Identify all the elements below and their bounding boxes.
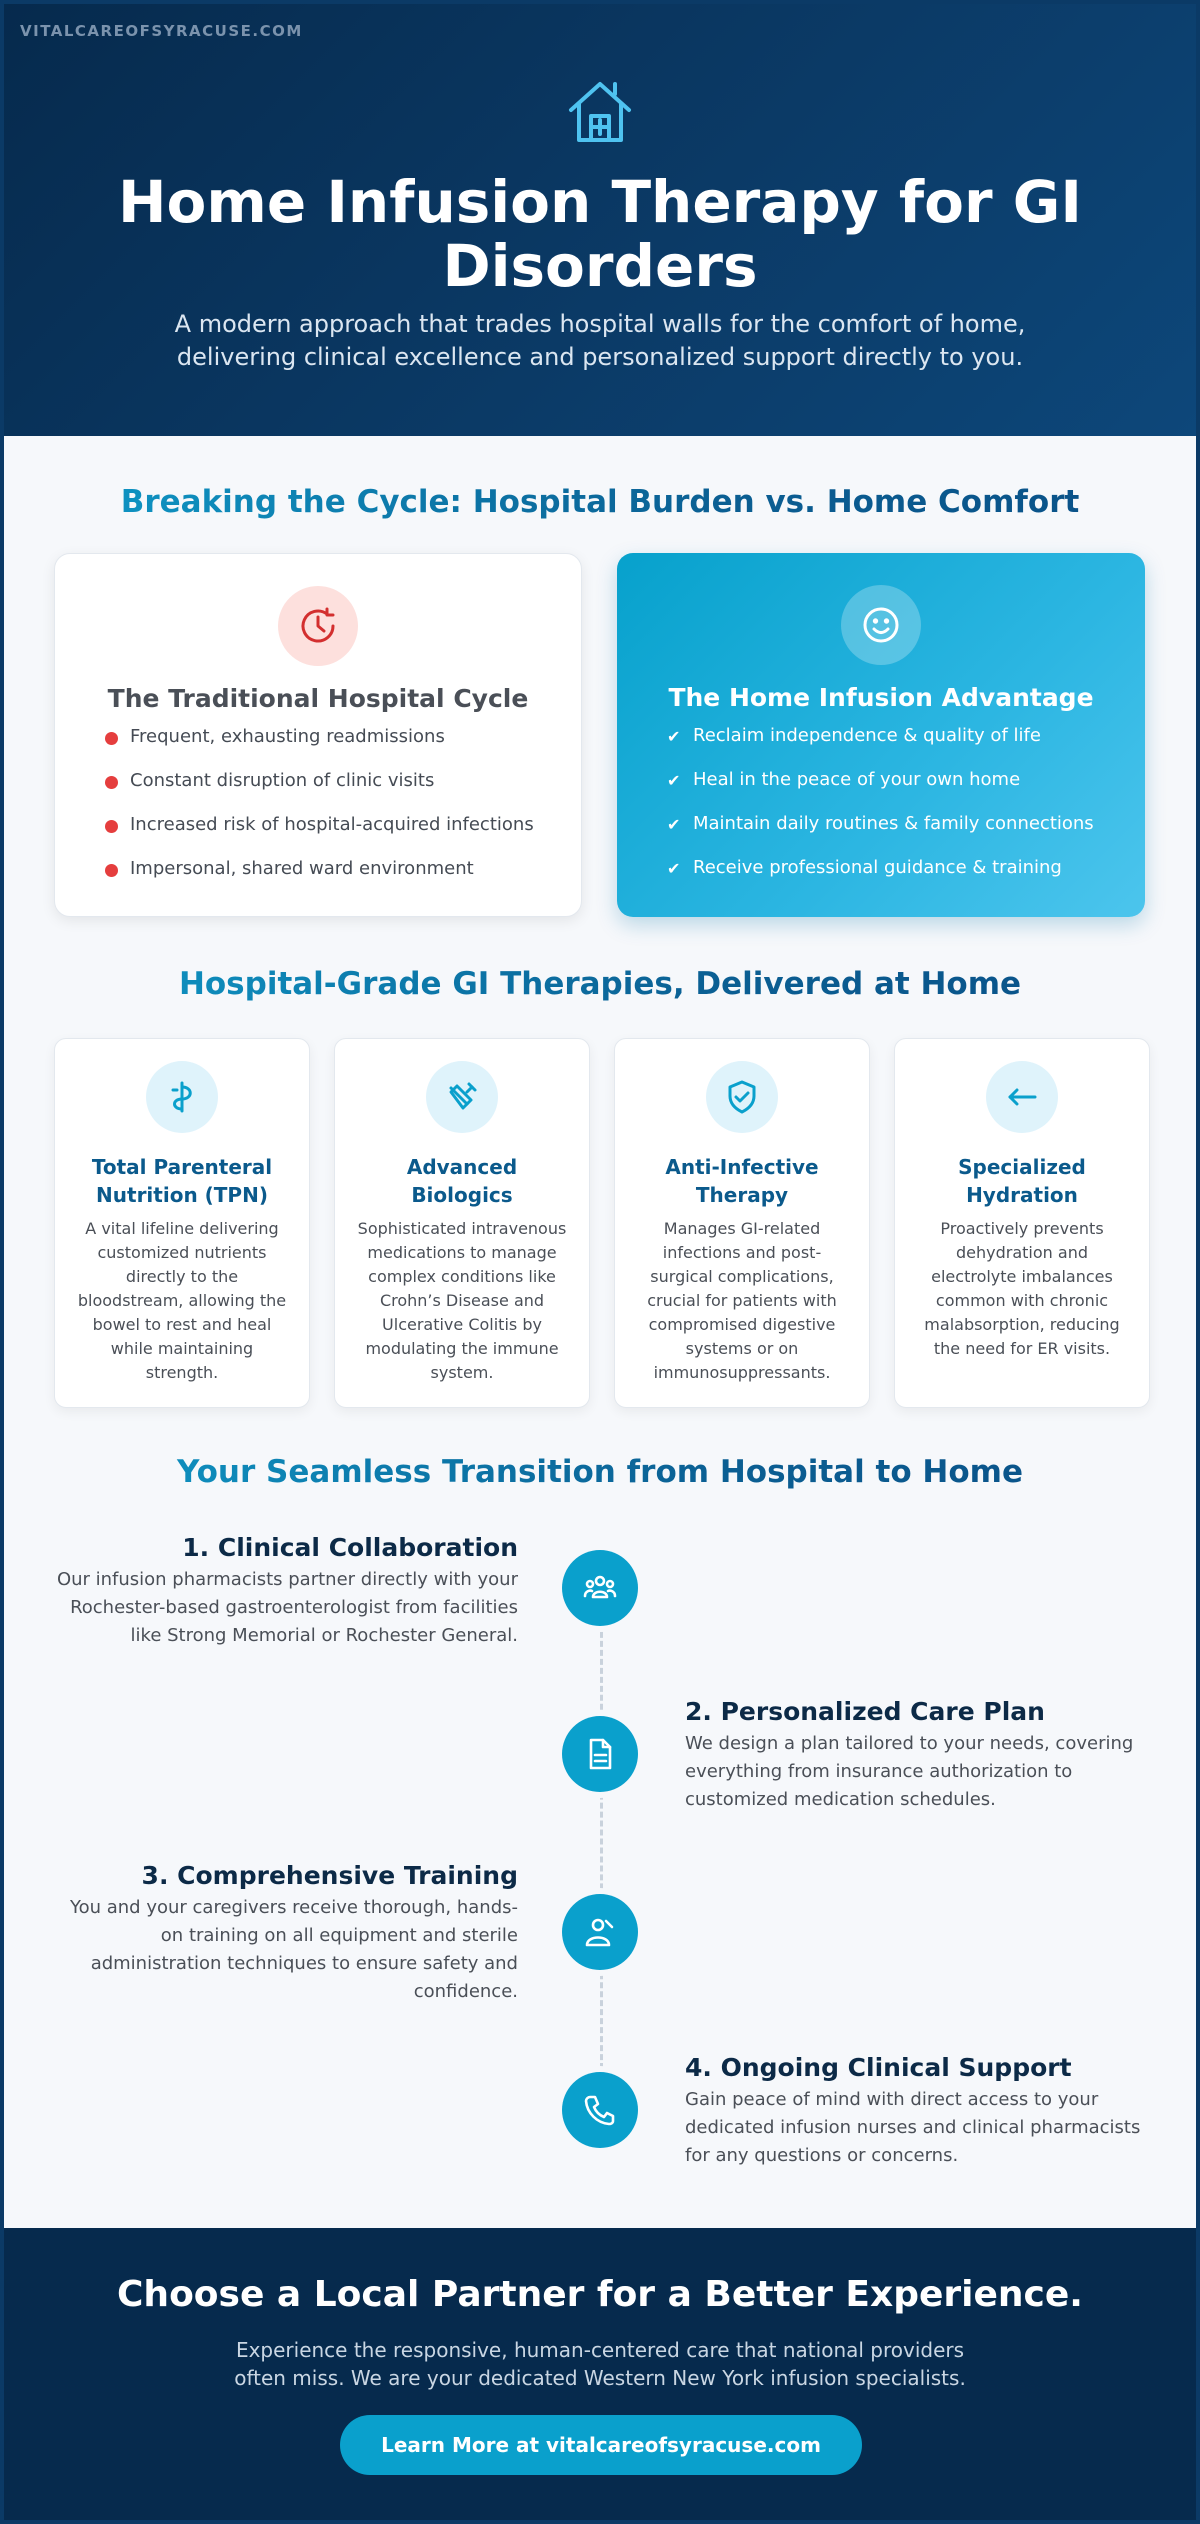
step-description: You and your caregivers receive thorough, hands-on training on all equipment and sterile administration techniques to ensure safety and confidence. <box>69 1897 518 2002</box>
list-item: ✔ Reclaim independence & quality of life <box>667 725 1041 746</box>
shield-icon <box>706 1061 778 1133</box>
home-advantage-card <box>617 553 1145 917</box>
learn-more-button[interactable]: Learn More at vitalcareofsyracuse.com <box>340 2415 862 2475</box>
step-description: Our infusion pharmacists partner directly with your Rochester-based gastroenterologist from facilities like Strong Memorial or Rochester General. <box>56 1569 518 1646</box>
timeline-connector <box>600 1596 603 2096</box>
home-advantage-title: The Home Infusion Advantage <box>668 683 1094 712</box>
step-training <box>48 1860 518 2006</box>
list-item: ✔ Heal in the peace of your own home <box>667 769 1021 790</box>
step-title: 1. Clinical Collaboration <box>182 1533 518 1562</box>
step-title: 2. Personalized Care Plan <box>685 1697 1045 1726</box>
list-item: ✔ Maintain daily routines & family connections <box>667 813 1094 834</box>
hero-title: Home Infusion Therapy for GI Disorders <box>118 168 1082 300</box>
therapy-card-tpn <box>54 1038 310 1408</box>
check-icon: ✔ <box>667 727 681 746</box>
footer-title: Choose a Local Partner for a Better Experience. <box>117 2274 1083 2315</box>
therapy-description: A vital lifeline delivering customized nutrients directly to the bloodstream, allowing the bowel to rest and heal while maintaining strength. <box>77 1219 287 1382</box>
list-item: Frequent, exhausting readmissions <box>105 726 561 770</box>
step-care-plan <box>685 1696 1155 1814</box>
step-title: 3. Comprehensive Training <box>141 1861 518 1890</box>
therapy-title: Anti-Infective Therapy <box>665 1155 819 1207</box>
step-description: Gain peace of mind with direct access to your dedicated infusion nurses and clinical pharmacists for any questions or concerns. <box>685 2089 1141 2166</box>
list-item: Increased risk of hospital-acquired infections <box>105 814 561 858</box>
footer-subtitle: Experience the responsive, human-centered care that national providers often miss. We are your dedicated Western New York infusion specialists. <box>234 2338 966 2390</box>
footer-section <box>4 2228 1196 2524</box>
timeline-heading: Your Seamless Transition from Hospital to Home <box>4 1454 1196 1490</box>
therapy-description: Sophisticated intravenous medications to manage complex conditions like Crohn’s Disease and Ulcerative Colitis by modulating the immune system. <box>357 1219 567 1382</box>
step-clinical-collaboration <box>48 1532 518 1650</box>
hospital-cycle-list <box>105 726 561 902</box>
hero-subtitle: A modern approach that trades hospital walls for the comfort of home, delivering clinical excellence and personalized support directly to you. <box>174 310 1026 371</box>
site-label: VITALCAREOFSYRACUSE.COM <box>20 22 303 40</box>
step-ongoing-support <box>685 2052 1155 2170</box>
therapy-title: Total Parenteral Nutrition (TPN) <box>91 1155 273 1207</box>
user-training-icon <box>562 1894 638 1970</box>
home-advantage-list <box>667 725 1125 901</box>
smile-icon <box>841 585 921 665</box>
therapy-title: Specialized Hydration <box>958 1155 1086 1207</box>
therapy-description: Manages GI-related infections and post-surgical complications, crucial for patients with compromised digestive systems or on immunosuppressants. <box>647 1219 837 1382</box>
red-dot-icon <box>105 864 118 877</box>
list-item: Constant disruption of clinic visits <box>105 770 561 814</box>
check-icon: ✔ <box>667 859 681 878</box>
list-item: Impersonal, shared ward environment <box>105 858 561 902</box>
therapy-description: Proactively prevents dehydration and electrolyte imbalances common with chronic malabsorption, reducing the need for ER visits. <box>924 1219 1120 1358</box>
hero-section <box>4 4 1196 436</box>
red-dot-icon <box>105 820 118 833</box>
red-dot-icon <box>105 776 118 789</box>
therapies-heading: Hospital-Grade GI Therapies, Delivered at Home <box>4 966 1196 1002</box>
biologics-icon <box>426 1061 498 1133</box>
red-dot-icon <box>105 732 118 745</box>
therapy-title: Advanced Biologics <box>406 1155 518 1207</box>
therapy-card-biologics <box>334 1038 590 1408</box>
clock-icon <box>278 586 358 666</box>
step-description: We design a plan tailored to your needs, covering everything from insurance authorization to customized medication schedules. <box>685 1733 1134 1810</box>
list-item: ✔ Receive professional guidance & training <box>667 857 1062 878</box>
document-icon <box>562 1716 638 1792</box>
arrow-left-icon <box>986 1061 1058 1133</box>
step-title: 4. Ongoing Clinical Support <box>685 2053 1072 2082</box>
therapy-card-anti-infective <box>614 1038 870 1408</box>
check-icon: ✔ <box>667 771 681 790</box>
comparison-heading: Breaking the Cycle: Hospital Burden vs. Home Comfort <box>4 484 1196 520</box>
therapy-card-hydration <box>894 1038 1150 1408</box>
hospital-cycle-title: The Traditional Hospital Cycle <box>107 684 529 713</box>
check-icon: ✔ <box>667 815 681 834</box>
home-medical-icon <box>565 76 635 146</box>
nutrition-icon <box>146 1061 218 1133</box>
hospital-cycle-card <box>54 553 582 917</box>
phone-icon <box>562 2072 638 2148</box>
team-icon <box>562 1550 638 1626</box>
